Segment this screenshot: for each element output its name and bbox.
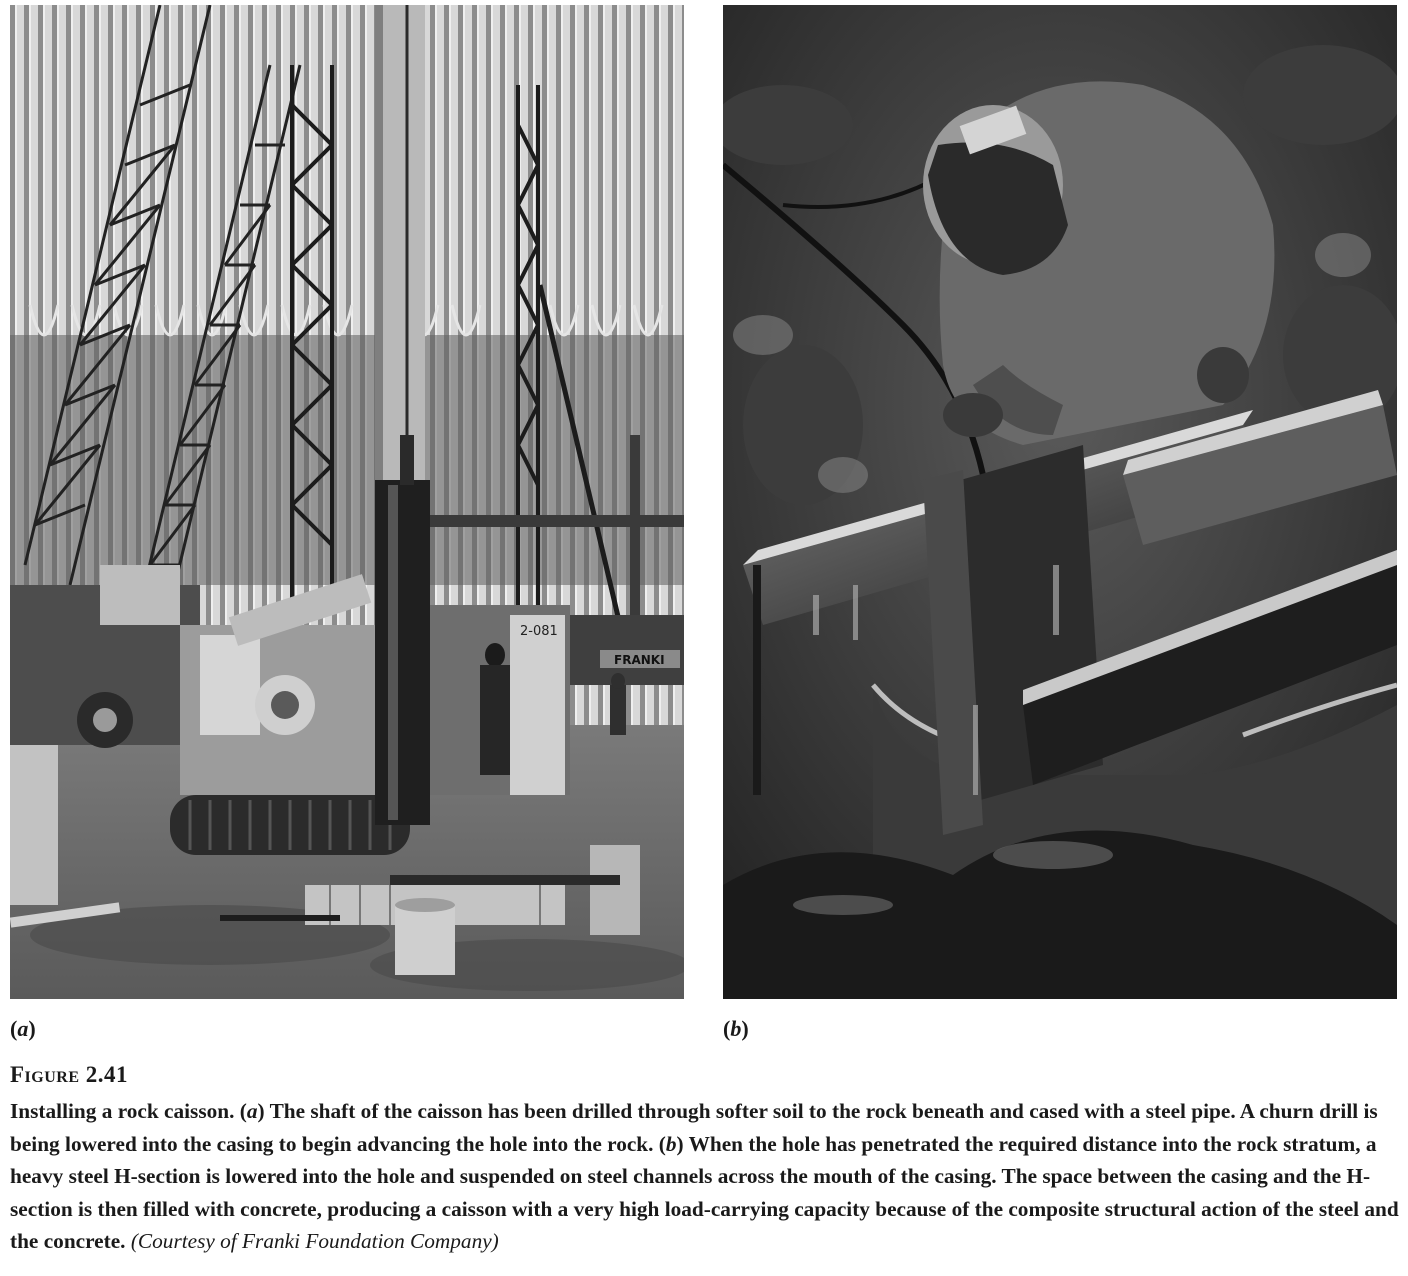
caption-letter-a: a: [246, 1099, 258, 1123]
caption-credit: (Courtesy of Franki Foundation Company): [130, 1229, 499, 1253]
caption-part-1: Installing a rock caisson. (: [10, 1099, 247, 1123]
figure-number: Figure 2.41: [10, 1062, 129, 1087]
caption-part-2: ) The shaft of the caisson has been drilled through softer soil to the rock beneath and cased with a steel pipe. A churn drill is being lowered into the casing to begin advancing the hole into the rock. (: [10, 1099, 1378, 1156]
photo-b-h-section: [723, 5, 1397, 999]
machine-label-2081: 2-081: [520, 624, 558, 639]
subfigure-label-b: (b): [723, 1016, 749, 1041]
figure-caption: [10, 1095, 1402, 1258]
machine-label-franki: FRANKI: [614, 653, 665, 667]
caption-part-3: ) When the hole has penetrated the required distance into the rock stratum, a heavy steel H-section is lowered into the hole and suspended on steel channels across the mouth of the casing. The space between the casing and the H-section is then filled with concrete, producing a caisson with a very high load-carrying capacity because of the composite structural action of the steel and the concrete.: [10, 1131, 1399, 1253]
photo-b-illustration: [723, 5, 1397, 999]
subfigure-letter-a: a: [17, 1016, 29, 1041]
subfigure-letter-b: b: [730, 1016, 742, 1041]
caption-letter-b: b: [665, 1131, 677, 1156]
photo-a-illustration: [10, 5, 684, 999]
photo-a-drill-rig: [10, 5, 684, 999]
subfigure-label-a: (a): [10, 1016, 36, 1041]
